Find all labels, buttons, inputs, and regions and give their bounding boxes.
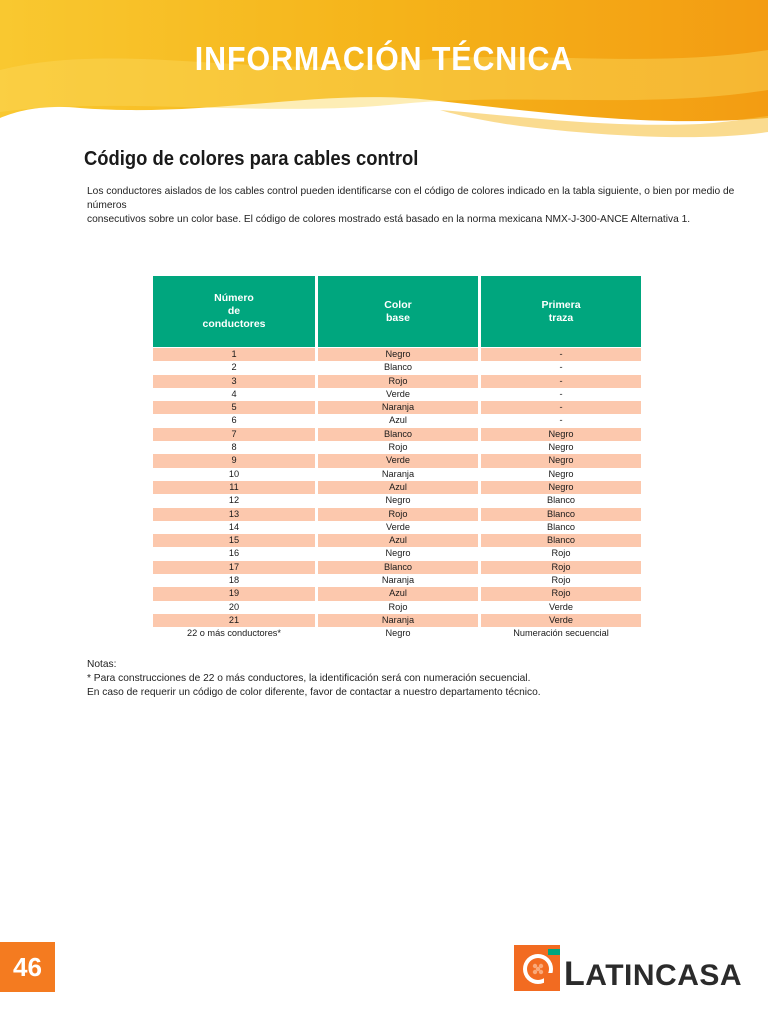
cell-base-color: Blanco [383,362,413,373]
cell-first-trace: Blanco [546,521,576,532]
cell-number: 8 [231,442,237,453]
cell-number: 18 [228,575,240,586]
cell-first-trace: - [481,375,641,388]
cell-number: 5 [153,401,315,414]
note-line: * Para construcciones de 22 o más conductores, la identificación será con numeración secuencial. [87,673,531,684]
column-header-number: Número de conductores [153,276,315,347]
cell-base-color: Blanco [318,561,478,574]
cell-first-trace: Negro [481,428,641,441]
cell-base-color: Negro [385,628,411,639]
table-row [153,494,641,507]
cell-number: 22 o más conductores* [187,628,281,639]
cell-first-trace: - [559,362,563,373]
cell-first-trace: - [481,348,641,361]
table-row [153,547,641,560]
cell-number: 9 [153,454,315,467]
cell-number: 6 [231,415,237,426]
cell-base-color: Verde [318,454,478,467]
table-row [153,521,641,534]
cell-number: 21 [153,614,315,627]
table-row [153,454,641,467]
column-header-first-trace: Primera traza [481,276,641,347]
table-body [153,348,641,641]
cell-first-trace: Rojo [481,587,641,600]
cell-first-trace: Numeración secuencial [513,628,609,639]
cell-first-trace: Rojo [481,561,641,574]
cell-base-color: Rojo [388,442,408,453]
table-row [153,361,641,374]
cell-first-trace: Rojo [551,548,571,559]
cell-number: 11 [153,481,315,494]
table-row [153,428,641,441]
table-row [153,614,641,627]
cell-base-color: Verde [385,521,410,532]
cell-number: 7 [153,428,315,441]
table-row [153,375,641,388]
table-row [153,348,641,361]
table-row [153,508,641,521]
cell-base-color: Rojo [318,508,478,521]
cell-base-color: Azul [318,587,478,600]
cell-number: 16 [228,548,240,559]
cell-first-trace: Blanco [481,534,641,547]
cell-first-trace: - [481,401,641,414]
intro-paragraph [87,185,767,227]
cell-base-color: Negro [318,348,478,361]
note-line: En caso de requerir un código de color diferente, favor de contactar a nuestro departamento técnico. [87,687,541,698]
cell-number: 14 [228,521,240,532]
cell-base-color: Naranja [381,468,415,479]
cell-base-color: Azul [389,415,407,426]
cell-number: 12 [228,495,240,506]
cell-number: 15 [153,534,315,547]
intro-line: consecutivos sobre un color base. El código de colores mostrado está basado en la norma mexicana NMX-J-300-ANCE Alternativa 1. [87,214,691,225]
cell-number: 10 [228,468,240,479]
cell-number: 3 [153,375,315,388]
table-row [153,401,641,414]
cell-first-trace: Negro [548,442,574,453]
cell-first-trace: Blanco [481,508,641,521]
cell-base-color: Naranja [318,401,478,414]
cell-base-color: Negro [385,548,411,559]
cell-base-color: Rojo [318,375,478,388]
cell-number: 17 [153,561,315,574]
table-row [153,534,641,547]
table-row [153,481,641,494]
cell-base-color: Verde [385,388,410,399]
cell-first-trace: Verde [548,601,573,612]
table-row [153,587,641,600]
notes-label: Notas: [87,659,117,670]
cell-first-trace: Rojo [551,575,571,586]
table-row [153,414,641,427]
table-header [153,276,641,347]
page-number: 46 [0,942,55,992]
table-row [153,388,641,401]
cell-base-color: Negro [385,495,411,506]
cell-first-trace: - [559,388,563,399]
cell-base-color: Azul [318,481,478,494]
cell-base-color: Naranja [318,614,478,627]
color-code-table [153,276,641,641]
table-row [153,627,641,640]
logo-wordmark: LATINCASA [564,955,743,993]
notes [87,658,541,700]
logo-mark-icon [514,945,560,991]
section-title: Código de colores para cables control [84,148,419,170]
cell-base-color: Azul [318,534,478,547]
cell-base-color: Blanco [318,428,478,441]
cell-first-trace: Negro [481,481,641,494]
table-row [153,601,641,614]
table-row [153,441,641,454]
column-header-base-color: Color base [318,276,478,347]
cell-number: 13 [153,508,315,521]
header-title: INFORMACIÓN TÉCNICA [194,40,574,77]
cell-first-trace: Negro [481,454,641,467]
latincasa-logo [514,943,743,995]
cell-base-color: Rojo [388,601,408,612]
intro-line: Los conductores aislados de los cables control pueden identificarse con el código de colores indicado en la tabla siguiente, o bien por medio de números [87,186,735,211]
table-row [153,468,641,481]
cell-number: 19 [153,587,315,600]
cell-number: 20 [228,601,240,612]
table-row [153,561,641,574]
cell-first-trace: Blanco [546,495,576,506]
cell-first-trace: Verde [481,614,641,627]
cell-number: 1 [153,348,315,361]
table-row [153,574,641,587]
cell-first-trace: - [559,415,563,426]
cell-first-trace: Negro [548,468,574,479]
cell-base-color: Naranja [381,575,415,586]
cell-number: 4 [231,388,237,399]
cell-number: 2 [231,362,237,373]
